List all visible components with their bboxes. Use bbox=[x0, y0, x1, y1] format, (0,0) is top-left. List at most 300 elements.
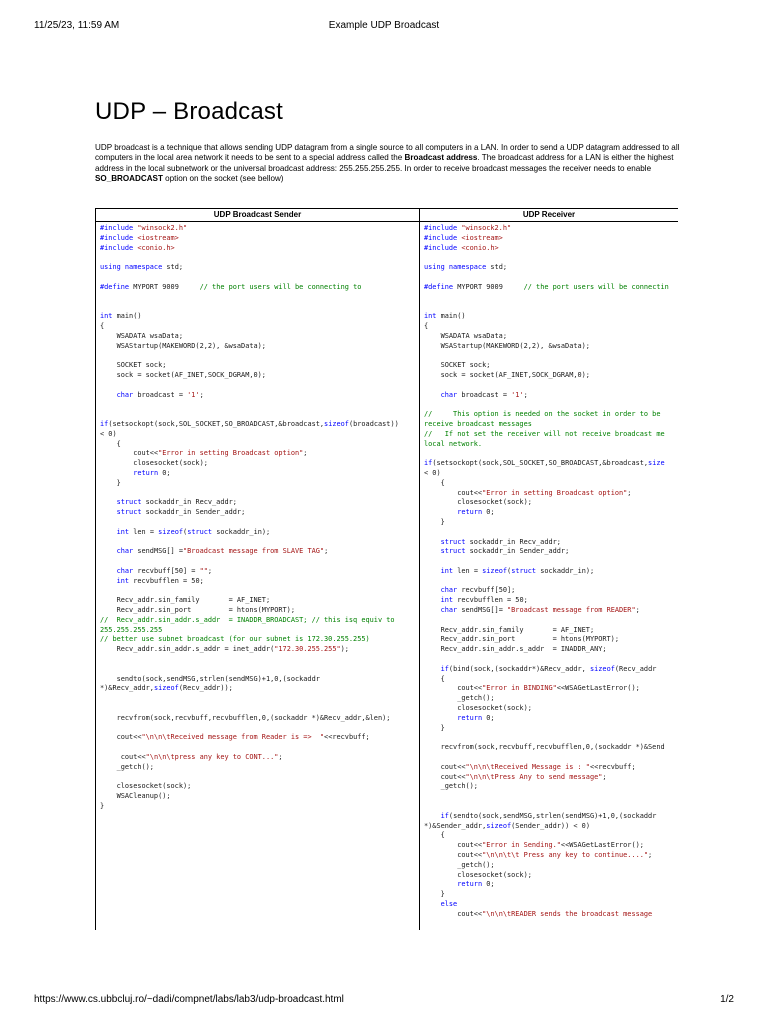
code-line bbox=[100, 312, 419, 322]
sender-column-header: UDP Broadcast Sender bbox=[96, 208, 419, 222]
page-number: 1/2 bbox=[720, 994, 734, 1005]
code-line bbox=[424, 851, 678, 861]
code-token: int bbox=[100, 312, 117, 321]
code-token bbox=[424, 812, 441, 820]
code-token: "\n\n\tREADER sends the broadcast message bbox=[482, 909, 653, 918]
code-line bbox=[100, 773, 419, 783]
code-token: main() bbox=[440, 312, 466, 321]
sender-code-block bbox=[96, 222, 419, 812]
code-line bbox=[100, 616, 419, 626]
code-line bbox=[424, 244, 678, 254]
code-line bbox=[100, 635, 419, 645]
code-token: } bbox=[424, 890, 445, 899]
code-line bbox=[100, 596, 419, 606]
receiver-code-block bbox=[420, 222, 678, 920]
code-line bbox=[424, 342, 678, 352]
code-token bbox=[100, 498, 117, 506]
code-token bbox=[424, 586, 441, 594]
code-line bbox=[424, 841, 678, 851]
code-token: sizeof bbox=[482, 566, 508, 575]
code-line bbox=[100, 763, 419, 773]
code-line bbox=[424, 782, 678, 792]
code-line bbox=[424, 351, 678, 361]
code-token: // the port users will be connectin bbox=[523, 282, 669, 291]
code-token: sendMSG[] = bbox=[137, 547, 183, 556]
code-token: int bbox=[116, 527, 134, 536]
code-line bbox=[424, 655, 678, 665]
print-doc-title: Example UDP Broadcast bbox=[328, 20, 440, 31]
code-token: WSADATA wsaData; bbox=[100, 331, 183, 340]
code-token: <conio.h> bbox=[461, 243, 499, 252]
intro-bold-term: SO_BROADCAST bbox=[95, 174, 163, 184]
code-line bbox=[424, 694, 678, 704]
code-line bbox=[424, 410, 678, 420]
code-token: Recv_addr.sin_family = AF_INET; bbox=[424, 625, 595, 634]
code-token: cout<< bbox=[424, 772, 466, 781]
code-token: <<WSAGetLastError(); bbox=[556, 684, 640, 693]
code-line bbox=[424, 322, 678, 332]
code-line bbox=[424, 528, 678, 538]
code-line bbox=[100, 557, 419, 567]
code-token: (Sender_addr)) < 0) bbox=[511, 821, 590, 830]
code-token: "Broadcast message from READER" bbox=[507, 606, 636, 615]
code-token: char bbox=[440, 606, 462, 615]
code-token: sockaddr_in Sender_addr; bbox=[145, 508, 246, 517]
code-token: char bbox=[116, 547, 138, 556]
code-token bbox=[100, 469, 133, 477]
code-token: "Broadcast message from SLAVE TAG" bbox=[183, 547, 325, 556]
code-line bbox=[424, 440, 678, 450]
code-token: ); bbox=[340, 645, 349, 654]
code-line bbox=[424, 743, 678, 753]
code-line bbox=[100, 342, 419, 352]
code-line bbox=[424, 489, 678, 499]
code-line bbox=[424, 381, 678, 391]
code-token: ; bbox=[648, 851, 653, 859]
code-token: '1' bbox=[187, 390, 200, 399]
code-token: "Error in setting Broadcast option" bbox=[482, 488, 628, 497]
code-token: MYPORT 9009 bbox=[457, 282, 524, 291]
code-token: closesocket(sock); bbox=[424, 704, 532, 713]
code-line bbox=[100, 361, 419, 371]
code-token: #include bbox=[424, 224, 462, 232]
code-line bbox=[100, 567, 419, 577]
code-token: *)&Recv_addr, bbox=[100, 684, 154, 693]
code-token: recvbufflen = 50; bbox=[457, 596, 528, 605]
code-token: closesocket(sock); bbox=[100, 459, 208, 468]
code-token: #include bbox=[100, 224, 138, 232]
code-token: < 0) bbox=[424, 468, 441, 477]
code-token: #include bbox=[424, 243, 462, 252]
code-token bbox=[424, 900, 441, 908]
code-token: struct bbox=[440, 547, 470, 556]
code-line bbox=[100, 449, 419, 459]
code-token: // the port users will be connecting to bbox=[199, 282, 362, 291]
code-token: recvfrom(sock,recvbuff,recvbufflen,0,(sockaddr *)&Recv_addr,&len); bbox=[100, 713, 391, 722]
code-token: // This option is needed on the socket in order to be bbox=[424, 410, 661, 419]
code-token: cout<< bbox=[100, 449, 159, 458]
code-token: char bbox=[440, 390, 462, 399]
code-token: MYPORT 9009 bbox=[133, 282, 200, 291]
code-line bbox=[100, 753, 419, 763]
code-line bbox=[424, 469, 678, 479]
code-token: using namespace bbox=[424, 263, 491, 272]
code-line bbox=[424, 371, 678, 381]
code-token: { bbox=[424, 674, 445, 683]
code-line bbox=[100, 410, 419, 420]
code-token: _getch(); bbox=[100, 762, 154, 771]
code-line bbox=[424, 635, 678, 645]
code-token: len = bbox=[457, 566, 483, 575]
code-line bbox=[424, 596, 678, 606]
code-line bbox=[424, 645, 678, 655]
code-token: char bbox=[440, 586, 462, 595]
code-token: recvbuff[50] = bbox=[137, 566, 200, 575]
code-line bbox=[100, 655, 419, 665]
code-token: 0; bbox=[486, 713, 495, 722]
code-token bbox=[424, 880, 457, 888]
code-line bbox=[424, 224, 678, 234]
code-line bbox=[100, 714, 419, 724]
code-token bbox=[424, 714, 457, 722]
code-token: if bbox=[100, 419, 109, 428]
code-line bbox=[424, 704, 678, 714]
code-token: sockaddr_in Sender_addr; bbox=[469, 547, 570, 556]
code-line bbox=[100, 498, 419, 508]
code-token: main() bbox=[116, 312, 142, 321]
code-token: "Error in BINDING" bbox=[482, 684, 557, 693]
code-token: // If not set the receiver will not receive broadcast me bbox=[424, 429, 665, 438]
code-token: // better use subnet broadcast (for our subnet is 172.30.255.255) bbox=[100, 635, 370, 644]
code-token: { bbox=[424, 831, 445, 840]
code-token: "winsock2.h" bbox=[461, 224, 512, 232]
code-token: 255.255.255.255 bbox=[100, 625, 163, 634]
code-token: return bbox=[133, 468, 163, 477]
code-token: < 0) bbox=[100, 429, 117, 438]
code-line bbox=[424, 861, 678, 871]
code-token: } bbox=[424, 517, 445, 526]
code-token: recvbuff[50]; bbox=[461, 586, 516, 595]
code-token: struct bbox=[116, 508, 146, 517]
receiver-column-header: UDP Receiver bbox=[420, 208, 678, 222]
code-token: (Recv_addr)); bbox=[178, 684, 233, 693]
code-token: if bbox=[440, 664, 449, 673]
code-token bbox=[424, 538, 441, 546]
code-token: WSAStartup(MAKEWORD(2,2), &wsaData); bbox=[100, 341, 266, 350]
code-line bbox=[424, 626, 678, 636]
code-line bbox=[424, 283, 678, 293]
code-line bbox=[424, 684, 678, 694]
code-line bbox=[100, 665, 419, 675]
code-token: ; bbox=[199, 390, 204, 399]
code-token: _getch(); bbox=[424, 782, 478, 791]
code-line bbox=[100, 351, 419, 361]
code-line bbox=[424, 724, 678, 734]
code-line bbox=[100, 508, 419, 518]
code-token bbox=[424, 567, 441, 575]
code-line bbox=[424, 332, 678, 342]
code-token: <iostream> bbox=[137, 233, 179, 242]
code-token bbox=[100, 391, 117, 399]
code-token: SOCKET sock; bbox=[424, 361, 491, 370]
code-token: cout<< bbox=[100, 733, 142, 742]
code-line bbox=[100, 528, 419, 538]
intro-bold-term: Broadcast address bbox=[404, 153, 478, 163]
code-token: Recv_addr.sin_addr.s_addr = inet_addr( bbox=[100, 645, 275, 654]
code-line bbox=[424, 890, 678, 900]
code-token: cout<< bbox=[424, 909, 483, 918]
code-line bbox=[424, 391, 678, 401]
code-token: sock = socket(AF_INET,SOCK_DGRAM,0); bbox=[100, 370, 266, 379]
code-token bbox=[100, 567, 117, 575]
code-token: sockaddr_in Recv_addr; bbox=[469, 537, 561, 546]
code-token: <iostream> bbox=[461, 233, 503, 242]
code-line bbox=[100, 577, 419, 587]
code-token: if bbox=[440, 811, 449, 820]
code-line bbox=[100, 782, 419, 792]
code-token: cout<< bbox=[424, 488, 483, 497]
code-token: '1' bbox=[511, 390, 524, 399]
code-token: using namespace bbox=[100, 263, 167, 272]
code-token: std; bbox=[490, 263, 507, 272]
code-line bbox=[100, 263, 419, 273]
code-token: cout<< bbox=[100, 753, 146, 762]
code-token: closesocket(sock); bbox=[424, 870, 532, 879]
code-token: struct bbox=[187, 527, 217, 536]
code-token: return bbox=[457, 508, 487, 517]
sender-column bbox=[95, 208, 419, 930]
code-line bbox=[100, 420, 419, 430]
code-token: WSAStartup(MAKEWORD(2,2), &wsaData); bbox=[424, 341, 590, 350]
code-token: sizeof bbox=[324, 419, 349, 428]
code-line bbox=[100, 400, 419, 410]
code-token: struct bbox=[116, 498, 146, 507]
code-token: ; bbox=[523, 390, 528, 399]
code-line bbox=[100, 459, 419, 469]
code-token: broadcast = bbox=[137, 390, 188, 399]
code-token: int bbox=[440, 566, 458, 575]
print-header bbox=[34, 19, 734, 33]
code-token: ; bbox=[602, 772, 607, 781]
code-line bbox=[100, 479, 419, 489]
code-line bbox=[424, 293, 678, 303]
code-token: sockaddr_in); bbox=[216, 527, 271, 536]
code-line bbox=[424, 430, 678, 440]
code-line bbox=[100, 283, 419, 293]
code-line bbox=[424, 547, 678, 557]
code-line bbox=[424, 900, 678, 910]
code-token bbox=[424, 547, 441, 555]
code-token: <conio.h> bbox=[137, 243, 175, 252]
code-token: #include bbox=[100, 243, 138, 252]
intro-paragraph bbox=[95, 143, 685, 185]
code-token: sizeof bbox=[158, 527, 184, 536]
code-token: SOCKET sock; bbox=[100, 361, 167, 370]
code-token: "winsock2.h" bbox=[137, 224, 188, 232]
code-line bbox=[424, 312, 678, 322]
code-token: sendto(sock,sendMSG,strlen(sendMSG)+1,0,(sockaddr bbox=[100, 674, 320, 683]
intro-text: . The broadcast address for a LAN is either the highest address in the local subnetwork or the universal broadcast address: 255.255.255.255. In order to receive broadcast messages the receiver needs to enable bbox=[95, 153, 674, 173]
code-token: char bbox=[116, 390, 138, 399]
code-token: } bbox=[424, 723, 445, 732]
code-token bbox=[424, 665, 441, 673]
code-line bbox=[424, 753, 678, 763]
code-token: WSACleanup(); bbox=[100, 792, 171, 801]
code-line bbox=[424, 880, 678, 890]
code-token: sockaddr_in); bbox=[540, 566, 595, 575]
code-token: "\n\n\tReceived Message is : " bbox=[465, 762, 590, 771]
code-line bbox=[100, 244, 419, 254]
code-line bbox=[424, 420, 678, 430]
code-line bbox=[100, 293, 419, 303]
code-token bbox=[424, 391, 441, 399]
code-token: #define bbox=[424, 282, 458, 291]
code-token: <<recvbuff; bbox=[324, 733, 370, 742]
code-token: 0; bbox=[486, 880, 495, 889]
code-token bbox=[424, 508, 457, 516]
code-line bbox=[100, 547, 419, 557]
code-token: ; bbox=[278, 753, 283, 762]
code-token: len = bbox=[133, 527, 159, 536]
code-token: { bbox=[100, 439, 121, 448]
code-line bbox=[424, 714, 678, 724]
code-line bbox=[424, 263, 678, 273]
code-token: else bbox=[440, 899, 458, 908]
code-token: (Recv_addr bbox=[614, 664, 657, 673]
code-line bbox=[424, 459, 678, 469]
code-token: "172.30.255.255" bbox=[274, 645, 341, 654]
code-line bbox=[424, 234, 678, 244]
code-token: "\n\n\tReceived message from Reader is => " bbox=[141, 733, 325, 742]
code-token: recvfrom(sock,recvbuff,recvbufflen,0,(sockaddr *)&Send bbox=[424, 743, 665, 752]
code-token: (setsockopt(sock,SOL_SOCKET,SO_BROADCAST,&broadcast, bbox=[432, 459, 649, 468]
code-token: local network. bbox=[424, 439, 483, 448]
code-token bbox=[100, 528, 117, 536]
print-url: https://www.cs.ubbcluj.ro/~dadi/compnet/labs/lab3/udp-broadcast.html bbox=[34, 994, 344, 1005]
code-line bbox=[100, 675, 419, 685]
code-token: cout<< bbox=[424, 684, 483, 693]
code-token: #include bbox=[100, 233, 138, 242]
code-line bbox=[424, 763, 678, 773]
code-line bbox=[100, 626, 419, 636]
code-line bbox=[424, 577, 678, 587]
code-token: receive broadcast messages bbox=[424, 419, 532, 428]
code-token: 0; bbox=[162, 468, 171, 477]
code-token: ; bbox=[303, 449, 308, 458]
code-token: { bbox=[424, 478, 445, 487]
code-token: closesocket(sock); bbox=[100, 782, 192, 791]
code-token: ; bbox=[635, 606, 640, 615]
code-token: (sendto(sock,sendMSG,strlen(sendMSG)+1,0,(sockaddr bbox=[448, 811, 657, 820]
code-line bbox=[100, 440, 419, 450]
code-token: <<WSAGetLastError(); bbox=[560, 841, 644, 850]
code-token: #include bbox=[424, 233, 462, 242]
code-token: return bbox=[457, 880, 487, 889]
code-token: recvbufflen = 50; bbox=[133, 576, 204, 585]
code-line bbox=[424, 665, 678, 675]
code-line bbox=[100, 724, 419, 734]
code-token: Recv_addr.sin_family = AF_INET; bbox=[100, 596, 271, 605]
code-token: } bbox=[100, 802, 105, 811]
code-line bbox=[100, 733, 419, 743]
code-token: struct bbox=[440, 537, 470, 546]
code-line bbox=[424, 802, 678, 812]
code-token: (setsockopt(sock,SOL_SOCKET,SO_BROADCAST,&broadcast, bbox=[108, 419, 325, 428]
code-token: char bbox=[116, 566, 138, 575]
code-line bbox=[100, 518, 419, 528]
code-line bbox=[424, 253, 678, 263]
code-line bbox=[100, 469, 419, 479]
code-token: cout<< bbox=[424, 851, 483, 859]
code-line bbox=[100, 489, 419, 499]
code-line bbox=[100, 606, 419, 616]
code-line bbox=[424, 508, 678, 518]
code-token: Recv_addr.sin_port = htons(MYPORT); bbox=[424, 635, 619, 644]
code-token: (bind(sock,(sockaddr*)&Recv_addr, bbox=[448, 664, 590, 673]
code-token bbox=[100, 547, 117, 555]
code-line bbox=[100, 234, 419, 244]
code-comparison-table bbox=[95, 208, 678, 930]
code-token: ; bbox=[627, 488, 632, 497]
code-line bbox=[424, 812, 678, 822]
code-line bbox=[100, 253, 419, 263]
code-token: sock = socket(AF_INET,SOCK_DGRAM,0); bbox=[424, 370, 590, 379]
code-token: int bbox=[424, 312, 441, 321]
code-token: int bbox=[116, 576, 134, 585]
code-line bbox=[424, 831, 678, 841]
code-line bbox=[100, 391, 419, 401]
code-token: // Recv_addr.sin_addr.s_addr = INADDR_BROADCAST; // this isq equiv to bbox=[100, 615, 395, 624]
code-token: "" bbox=[199, 566, 208, 575]
code-line bbox=[100, 704, 419, 714]
code-line bbox=[424, 616, 678, 626]
code-token bbox=[100, 508, 117, 516]
code-token: "\n\n\t\t Press any key to continue...." bbox=[482, 851, 649, 859]
code-token: closesocket(sock); bbox=[424, 498, 532, 507]
code-line bbox=[100, 302, 419, 312]
code-token bbox=[100, 577, 117, 585]
code-token: int bbox=[440, 596, 458, 605]
code-token: { bbox=[100, 321, 105, 330]
code-line bbox=[424, 273, 678, 283]
code-token: broadcast = bbox=[461, 390, 512, 399]
code-line bbox=[424, 910, 678, 920]
code-line bbox=[424, 361, 678, 371]
code-line bbox=[424, 606, 678, 616]
code-token: } bbox=[100, 478, 121, 487]
code-line bbox=[100, 586, 419, 596]
code-line bbox=[424, 400, 678, 410]
code-line bbox=[100, 322, 419, 332]
intro-text: option on the socket (see bellow) bbox=[162, 174, 284, 184]
intro-text: UDP broadcast is a technique that allows sending UDP datagram from a single source to all computers in a LAN. In order to send a UDP datagram addressed to all computers in the local area network it needs to be sent to a special address called the bbox=[95, 143, 680, 163]
code-line bbox=[100, 273, 419, 283]
code-line bbox=[424, 871, 678, 881]
code-line bbox=[100, 645, 419, 655]
code-token: std; bbox=[166, 263, 183, 272]
code-line bbox=[100, 792, 419, 802]
code-token: ; bbox=[324, 547, 329, 556]
page-title: UDP – Broadcast bbox=[95, 98, 283, 125]
code-token: (broadcast)) bbox=[348, 419, 399, 428]
code-token: 0; bbox=[486, 508, 495, 517]
code-line bbox=[424, 538, 678, 548]
code-token: ( bbox=[183, 527, 188, 536]
code-token: "\n\n\tpress any key to CONT..." bbox=[145, 753, 279, 762]
code-line bbox=[100, 684, 419, 694]
code-token bbox=[424, 596, 441, 604]
code-line bbox=[424, 773, 678, 783]
